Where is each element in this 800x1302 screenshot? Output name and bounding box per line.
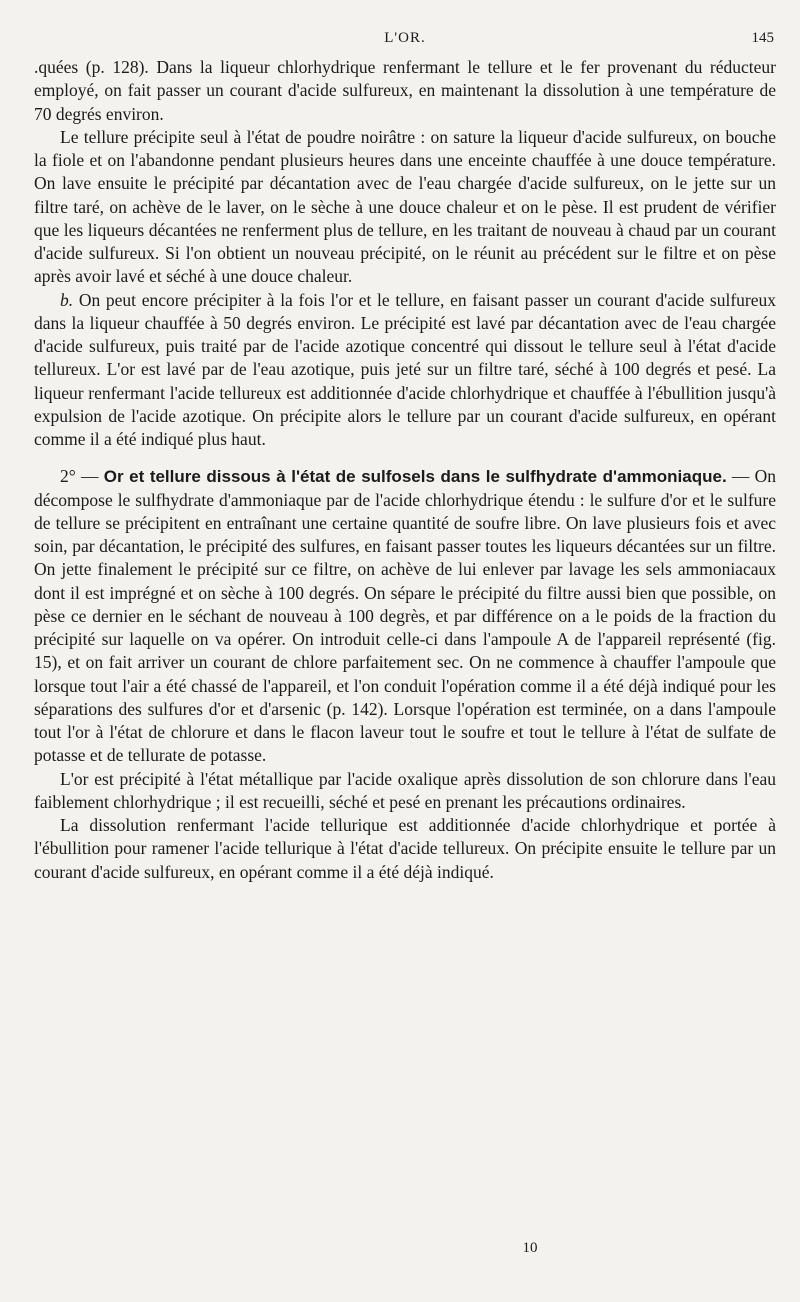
item-letter-b: b. [60,289,74,310]
section-heading: Or et tellure dissous à l'état de sulfosels dans le sulfhydrate d'ammoniaque. [103,467,727,487]
paragraph-method-b [34,289,776,452]
body-text [34,56,776,884]
section-2-text: — On décompose le sulfhydrate d'ammoniaque par de l'acide chlorhydrique étendu : le sulfure d'or et le sulfure de tellure se précipitent en entraînant une certaine quantité de soufre libre. On lave plusieurs fois et avec soin, par décantation, le précipité des sulfures, en faisant passer toutes les liqueurs décantées sur un filtre. On jette finalement le précipité sur ce filtre, on achève de lui enlever par lavage les sels ammoniacaux dont il est imprégné et on sèche à 100 degrés. On sépare le précipité du filtre aussi bien que possible, on pèse ce dernier en le séchant de nouveau à 100 degrès, et par différence on a le poids de la fraction du précipité sur laquelle on va opérer. On introduit celle-ci dans l'ampoule A de l'appareil représenté (fig. 15), et on fait arriver un courant de chlore parfaitement sec. On ne commence à chauffer l'ampoule que lorsque tout l'air a été chassé de l'appareil, et l'on conduit l'opération comme il a été déjà indiqué pour les séparations des sulfures d'or et d'arsenic (p. 142). Lorsque l'opération est terminée, on a dans l'ampoule tout l'or à l'état de chlorure et dans le flacon laveur tout le soufre et tout le tellure à l'état de sulfate de potasse et de tellurate de potasse. [34,466,777,766]
signature-mark: 10 [522,1240,538,1256]
section-2-paragraph [34,465,776,767]
page-number: 145 [751,30,774,46]
running-title: L'OR. [384,30,426,46]
paragraph-telluric-acid: La dissolution renfermant l'acide tellurique est additionnée d'acide chlorhydrique et portée à l'ébullition pour ramener l'acide tellurique à l'état d'acide tellureux. On précipite ensuite le tellure par un courant d'acide sulfureux, en opérant comme il a été déjà indiqué. [34,815,776,882]
running-head [34,30,776,56]
paragraph-tellure-precipitation: Le tellure précipite seul à l'état de poudre noirâtre : on sature la liqueur d'acide sulfureux, on bouche la fiole et on l'abandonne pendant plusieurs heures dans une enceinte chauffée à une douce température. On lave ensuite le précipité par décantation avec de l'eau chargée d'acide sulfureux, on le jette sur un filtre taré, on achève de le laver, on le sèche à une douce chaleur et on le pèse. Il est prudent de vérifier que les liqueurs décantées ne renferment plus de tellure, en les traitant de nouveau à chaud par un courant d'acide sulfureux. Si l'on obtient un nouveau précipité, on le réunit au précédent sur le filtre et on pèse après avoir lavé et séché à une douce chaleur. [34,126,776,287]
paragraph-method-b-text: On peut encore précipiter à la fois l'or et le tellure, en faisant passer un courant d'acide sulfureux dans la liqueur chauffée à 50 degrés environ. Le précipité est lavé par décantation avec de l'eau chargée d'acide sulfureux, puis traité par de l'acide azotique concentré qui dissout le tellure seul à l'état d'acide tellureux. L'or est lavé par de l'eau azotique, puis jeté sur un filtre taré, séché à 100 degrés et pesé. La liqueur renfermant l'acide tellureux est additionnée d'acide chlorhydrique et chauffée à l'ébullition jusqu'à expulsion de l'acide azotique. On précipite alors le tellure par un courant d'acide sulfureux, en opérant comme il a été indiqué plus haut. [34,289,777,449]
paragraph-gold-oxalic: L'or est précipité à l'état métallique par l'acide oxalique après dissolution de son chlorure dans l'eau faiblement chlorhydrique ; il est recueilli, séché et pesé en prenant les précautions ordinaires. [34,768,776,812]
paragraph-continuation: .quées (p. 128). Dans la liqueur chlorhydrique renfermant le tellure et le fer provenant du réducteur employé, on fait passer un courant d'acide sulfureux, en maintenant la dissolution à une température de 70 degrés environ. [34,57,776,124]
section-number: 2° — [60,466,99,487]
